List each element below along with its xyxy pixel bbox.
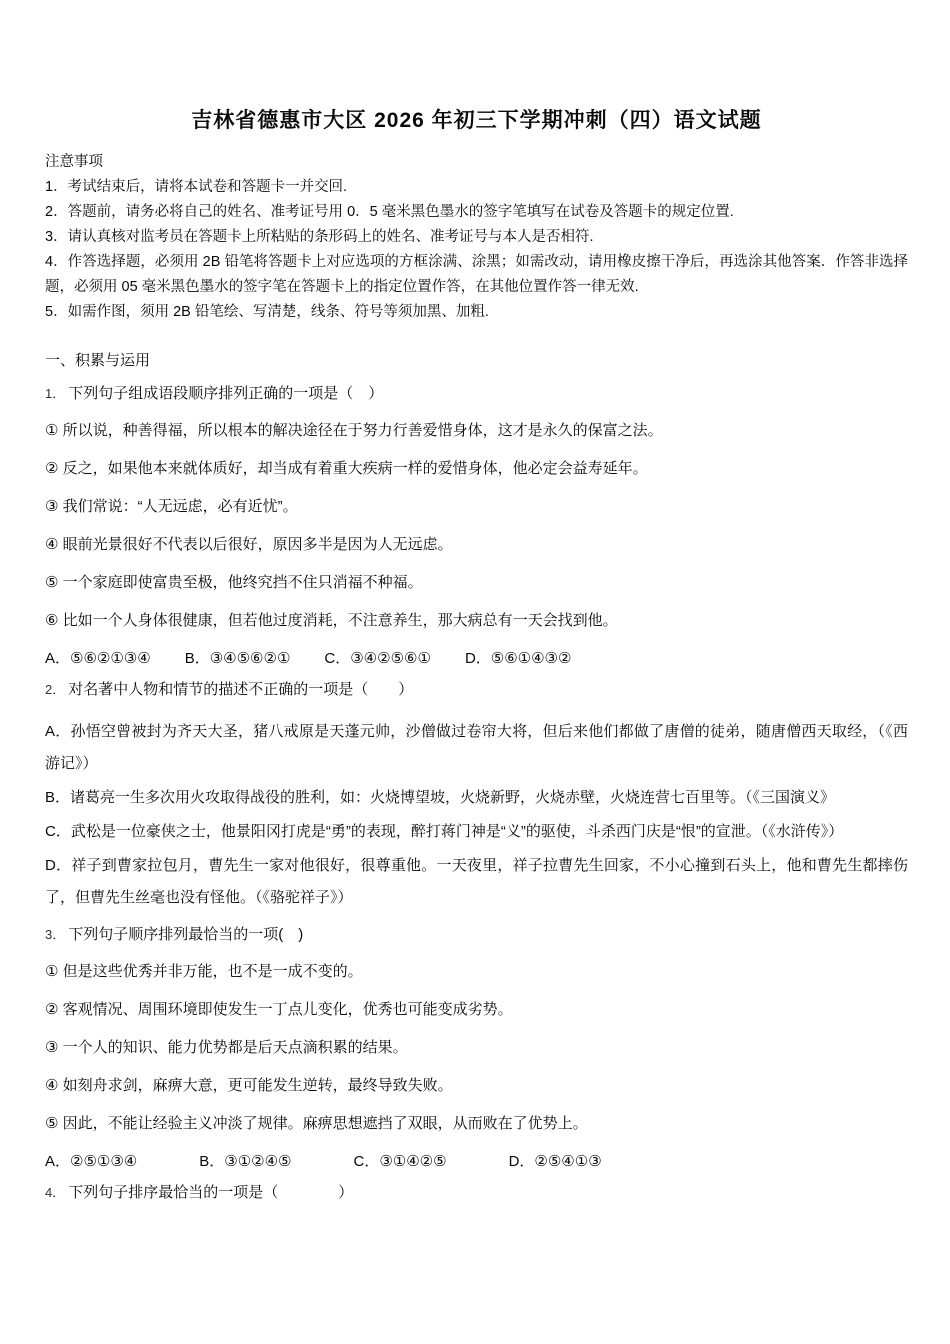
question-4-stem [45, 1182, 908, 1204]
question-2-number: 2． [45, 682, 66, 697]
question-1-option-d: D．⑤⑥①④③② [464, 650, 572, 667]
question-1-option-a: A．⑤⑥②①③④ [45, 650, 151, 667]
question-3 [45, 924, 908, 1172]
question-2-choice-a: A．孙悟空曾被封为齐天大圣，猪八戒原是天蓬元帅，沙僧做过卷帘大将，但后来他们都做了唐僧的徒弟，随唐僧西天取经，（《西游记》） [45, 723, 908, 772]
question-2-stem-text: 对名著中人物和情节的描述不正确的一项是（ ） [68, 681, 414, 698]
question-2-choice-d: D．祥子到曹家拉包月，曹先生一家对他很好，很尊重他。一天夜里，祥子拉曹先生回家，不小心撞到石头上，他和曹先生都摔伤了，但曹先生丝毫也没有怪他。（《骆驼祥子》） [45, 857, 908, 906]
question-1-sentence-1: ① 所以说，种善得福，所以根本的解决途径在于努力行善爱惜身体，这才是永久的保富之法。 [45, 422, 663, 439]
question-3-sentence-1: ① 但是这些优秀并非万能，也不是一成不变的。 [45, 963, 363, 980]
notice-item-1: 1．考试结束后，请将本试卷和答题卡一并交回. [45, 179, 348, 195]
question-1-options [45, 648, 908, 669]
question-3-sentence-5: ⑤ 因此，不能让经验主义冲淡了规律。麻痹思想遮挡了双眼，从而败在了优势上。 [45, 1115, 588, 1132]
question-3-option-a: A．②⑤①③④ [45, 1153, 138, 1170]
question-1-option-b: B．③④⑤⑥②① [184, 650, 291, 667]
question-1-sentence-3: ③ 我们常说：“人无远虑，必有近忧”。 [45, 498, 298, 515]
question-1-number: 1． [45, 386, 66, 401]
question-1-stem-text: 下列句子组成语段顺序排列正确的一项是（ ） [68, 385, 384, 402]
question-1-sentence-5: ⑤ 一个家庭即使富贵至极，他终究挡不住只消福不种福。 [45, 574, 423, 591]
notice-item-3: 3．请认真核对监考员在答题卡上所粘贴的条形码上的姓名、准考证号与本人是否相符. [45, 229, 594, 245]
question-3-number: 3． [45, 927, 66, 942]
question-4-stem-text: 下列句子排序最恰当的一项是（ ） [68, 1184, 354, 1201]
question-1 [45, 383, 908, 669]
question-3-option-b: B．③①②④⑤ [199, 1153, 292, 1170]
question-3-sentence-2: ② 客观情况、周围环境即使发生一丁点儿变化，优秀也可能变成劣势。 [45, 1001, 513, 1018]
question-2-choice-c: C．武松是一位豪侠之士，他景阳冈打虎是“勇”的表现，醉打蒋门神是“义”的驱使，斗杀西门庆是“恨”的宣泄。（《水浒传》） [45, 823, 844, 840]
question-3-option-d: D．②⑤④①③ [508, 1153, 602, 1170]
question-4-number: 4． [45, 1185, 66, 1200]
notice-item-2: 2．答题前，请务必将自己的姓名、准考证号用 0．5 毫米黑色墨水的签字笔填写在试卷及答题卡的规定位置. [45, 204, 734, 220]
notice-section [45, 150, 908, 325]
exam-title: 吉林省德惠市大区 2026 年初三下学期冲刺（四）语文试题 [191, 109, 762, 132]
question-3-option-c: C．③①④②⑤ [353, 1153, 447, 1170]
question-3-sentence-3: ③ 一个人的知识、能力优势都是后天点滴积累的结果。 [45, 1039, 408, 1056]
question-1-option-c: C．③④②⑤⑥① [324, 650, 431, 667]
section-heading: 一、积累与运用 [45, 352, 151, 369]
question-3-options [45, 1151, 908, 1172]
question-2 [45, 679, 908, 914]
notice-item-4: 4．作答选择题，必须用 2B 铅笔将答题卡上对应选项的方框涂满、涂黑；如需改动，请用橡皮擦干净后，再选涂其他答案．作答非选择题，必须用 05 毫米黑色墨水的签字笔在答题卡上的指定位置作答，在其他位置作答一律无效. [45, 254, 908, 295]
question-4 [45, 1182, 908, 1204]
question-3-sentence-4: ④ 如刻舟求剑，麻痹大意，更可能发生逆转，最终导致失败。 [45, 1077, 453, 1094]
question-3-stem [45, 924, 908, 946]
question-3-stem-text: 下列句子顺序排列最恰当的一项( ) [68, 926, 304, 943]
question-1-sentence-6: ⑥ 比如一个人身体很健康，但若他过度消耗，不注意养生，那大病总有一天会找到他。 [45, 612, 618, 629]
question-2-choice-b: B．诸葛亮一生多次用火攻取得战役的胜利，如：火烧博望坡，火烧新野，火烧赤壁，火烧连营七百里等。（《三国演义》 [45, 789, 836, 806]
notice-item-5: 5．如需作图，须用 2B 铅笔绘、写清楚，线条、符号等须加黑、加粗. [45, 304, 489, 320]
question-2-stem [45, 679, 908, 701]
question-1-stem [45, 383, 908, 405]
question-1-sentence-2: ② 反之，如果他本来就体质好，却当成有着重大疾病一样的爱惜身体，他必定会益寿延年。 [45, 460, 648, 477]
notice-heading: 注意事项 [45, 154, 103, 170]
question-1-sentence-4: ④ 眼前光景很好不代表以后很好，原因多半是因为人无远虑。 [45, 536, 453, 553]
